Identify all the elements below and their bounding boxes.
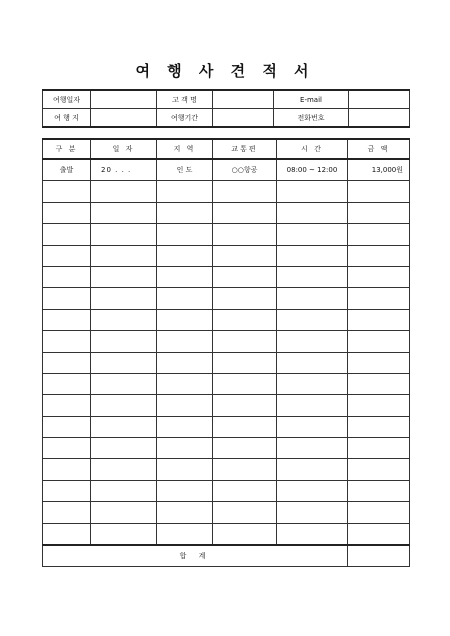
cell-date[interactable] [91, 416, 157, 437]
cell-transport[interactable] [213, 459, 277, 480]
cell-date[interactable] [91, 438, 157, 459]
cell-transport[interactable] [213, 288, 277, 309]
column-header-time: 시 간 [277, 139, 348, 159]
phone-field[interactable] [349, 109, 410, 128]
cell-date[interactable] [91, 266, 157, 287]
column-header-date: 일 자 [91, 139, 157, 159]
cell-transport[interactable] [213, 438, 277, 459]
cell-date[interactable] [91, 224, 157, 245]
cell-amount[interactable] [348, 416, 410, 437]
cell-transport[interactable] [213, 373, 277, 394]
cell-transport[interactable] [213, 245, 277, 266]
cell-amount[interactable] [348, 438, 410, 459]
travel-period-field[interactable] [213, 109, 274, 128]
cell-date[interactable] [91, 523, 157, 545]
total-row [43, 545, 410, 567]
cell-amount[interactable] [348, 395, 410, 416]
cell-category[interactable] [43, 523, 91, 545]
info-row [43, 90, 410, 109]
customer-name-field[interactable] [213, 90, 274, 109]
cell-date[interactable] [91, 502, 157, 523]
cell-date[interactable] [91, 373, 157, 394]
cell-amount[interactable] [348, 480, 410, 501]
cell-transport[interactable] [213, 309, 277, 330]
cell-transport[interactable] [213, 331, 277, 352]
cell-region[interactable] [157, 224, 213, 245]
cell-region[interactable] [157, 266, 213, 287]
cell-region[interactable] [157, 416, 213, 437]
cell-time[interactable] [277, 459, 348, 480]
travel-date-label: 여행일자 [43, 90, 91, 109]
table-row [43, 523, 410, 545]
cell-transport[interactable] [213, 395, 277, 416]
table-header-row [43, 139, 410, 159]
cell-transport[interactable] [213, 523, 277, 545]
email-label: E-mail [274, 90, 349, 109]
cell-region[interactable] [157, 459, 213, 480]
cell-time[interactable] [277, 480, 348, 501]
destination-label: 여 행 지 [43, 109, 91, 128]
cell-transport[interactable] [213, 181, 277, 202]
cell-category[interactable] [43, 438, 91, 459]
cell-amount[interactable] [348, 266, 410, 287]
total-label: 합 계 [43, 545, 348, 567]
table-row [43, 480, 410, 501]
table-row [43, 159, 410, 181]
column-header-category: 구 분 [43, 139, 91, 159]
cell-time[interactable] [277, 523, 348, 545]
customer-name-label: 고 객 명 [157, 90, 213, 109]
travel-period-label: 여행기간 [157, 109, 213, 128]
destination-field[interactable] [91, 109, 157, 128]
cell-amount[interactable] [348, 459, 410, 480]
table-row [43, 245, 410, 266]
cell-category[interactable] [43, 288, 91, 309]
cell-time[interactable] [277, 502, 348, 523]
cell-transport[interactable] [213, 202, 277, 223]
customer-info-table [42, 89, 410, 128]
table-row [43, 459, 410, 480]
table-row [43, 202, 410, 223]
cell-region[interactable] [157, 523, 213, 545]
cell-date[interactable] [91, 288, 157, 309]
cell-amount[interactable] [348, 245, 410, 266]
cell-category[interactable]: 출발 [43, 159, 91, 181]
cell-transport[interactable] [213, 416, 277, 437]
cell-time[interactable] [277, 224, 348, 245]
cell-date[interactable] [91, 202, 157, 223]
cell-category[interactable] [43, 416, 91, 437]
cell-category[interactable] [43, 373, 91, 394]
cell-region[interactable] [157, 181, 213, 202]
cell-date[interactable] [91, 459, 157, 480]
table-row [43, 352, 410, 373]
cell-time[interactable] [277, 331, 348, 352]
cell-amount[interactable] [348, 181, 410, 202]
cell-time[interactable] [277, 288, 348, 309]
cell-region[interactable] [157, 502, 213, 523]
table-row [43, 438, 410, 459]
cell-amount[interactable] [348, 352, 410, 373]
cell-amount[interactable] [348, 523, 410, 545]
cell-category[interactable] [43, 309, 91, 330]
phone-label: 전화번호 [274, 109, 349, 128]
cell-amount[interactable] [348, 502, 410, 523]
cell-region[interactable] [157, 373, 213, 394]
cell-date[interactable] [91, 395, 157, 416]
cell-category[interactable] [43, 224, 91, 245]
cell-date[interactable]: 20 . . . [91, 159, 157, 181]
cell-region[interactable] [157, 352, 213, 373]
cell-region[interactable] [157, 331, 213, 352]
cell-category[interactable] [43, 331, 91, 352]
total-amount-field[interactable] [348, 545, 410, 567]
cell-time[interactable] [277, 438, 348, 459]
cell-amount[interactable]: 13,000원 [348, 159, 410, 181]
cell-time[interactable] [277, 202, 348, 223]
cell-time[interactable] [277, 373, 348, 394]
cell-transport[interactable] [213, 502, 277, 523]
cell-time[interactable] [277, 181, 348, 202]
cell-amount[interactable] [348, 288, 410, 309]
travel-date-field[interactable] [91, 90, 157, 109]
cell-transport[interactable] [213, 480, 277, 501]
cell-date[interactable] [91, 331, 157, 352]
cell-time[interactable] [277, 245, 348, 266]
cell-date[interactable] [91, 480, 157, 501]
cell-category[interactable] [43, 266, 91, 287]
table-row [43, 416, 410, 437]
cell-date[interactable] [91, 352, 157, 373]
column-header-amount: 금 액 [348, 139, 410, 159]
cell-time[interactable] [277, 416, 348, 437]
column-header-transport: 교통편 [213, 139, 277, 159]
cell-time[interactable] [277, 395, 348, 416]
cell-date[interactable] [91, 245, 157, 266]
table-row [43, 373, 410, 394]
cell-transport[interactable] [213, 352, 277, 373]
cell-category[interactable] [43, 181, 91, 202]
cell-category[interactable] [43, 202, 91, 223]
cell-transport[interactable]: ○○항공 [213, 159, 277, 181]
cell-amount[interactable] [348, 309, 410, 330]
cell-date[interactable] [91, 181, 157, 202]
email-field[interactable] [349, 90, 410, 109]
cell-region[interactable]: 인 도 [157, 159, 213, 181]
cell-category[interactable] [43, 459, 91, 480]
cell-category[interactable] [43, 245, 91, 266]
cell-amount[interactable] [348, 331, 410, 352]
cell-category[interactable] [43, 352, 91, 373]
table-row [43, 331, 410, 352]
cell-time[interactable]: 08:00 ~ 12:00 [277, 159, 348, 181]
table-row [43, 395, 410, 416]
table-row [43, 224, 410, 245]
table-row [43, 181, 410, 202]
itinerary-table [42, 138, 410, 567]
cell-time[interactable] [277, 309, 348, 330]
cell-region[interactable] [157, 288, 213, 309]
table-row [43, 288, 410, 309]
cell-transport[interactable] [213, 224, 277, 245]
cell-region[interactable] [157, 245, 213, 266]
cell-amount[interactable] [348, 224, 410, 245]
cell-time[interactable] [277, 352, 348, 373]
info-row [43, 109, 410, 128]
cell-time[interactable] [277, 266, 348, 287]
document-title: 여 행 사 견 적 서 [135, 62, 315, 80]
cell-region[interactable] [157, 395, 213, 416]
cell-amount[interactable] [348, 373, 410, 394]
cell-region[interactable] [157, 202, 213, 223]
cell-category[interactable] [43, 480, 91, 501]
cell-date[interactable] [91, 309, 157, 330]
table-row [43, 309, 410, 330]
cell-region[interactable] [157, 438, 213, 459]
cell-amount[interactable] [348, 202, 410, 223]
column-header-region: 지 역 [157, 139, 213, 159]
cell-category[interactable] [43, 502, 91, 523]
table-row [43, 266, 410, 287]
cell-transport[interactable] [213, 266, 277, 287]
cell-region[interactable] [157, 480, 213, 501]
table-row [43, 502, 410, 523]
cell-region[interactable] [157, 309, 213, 330]
cell-category[interactable] [43, 395, 91, 416]
